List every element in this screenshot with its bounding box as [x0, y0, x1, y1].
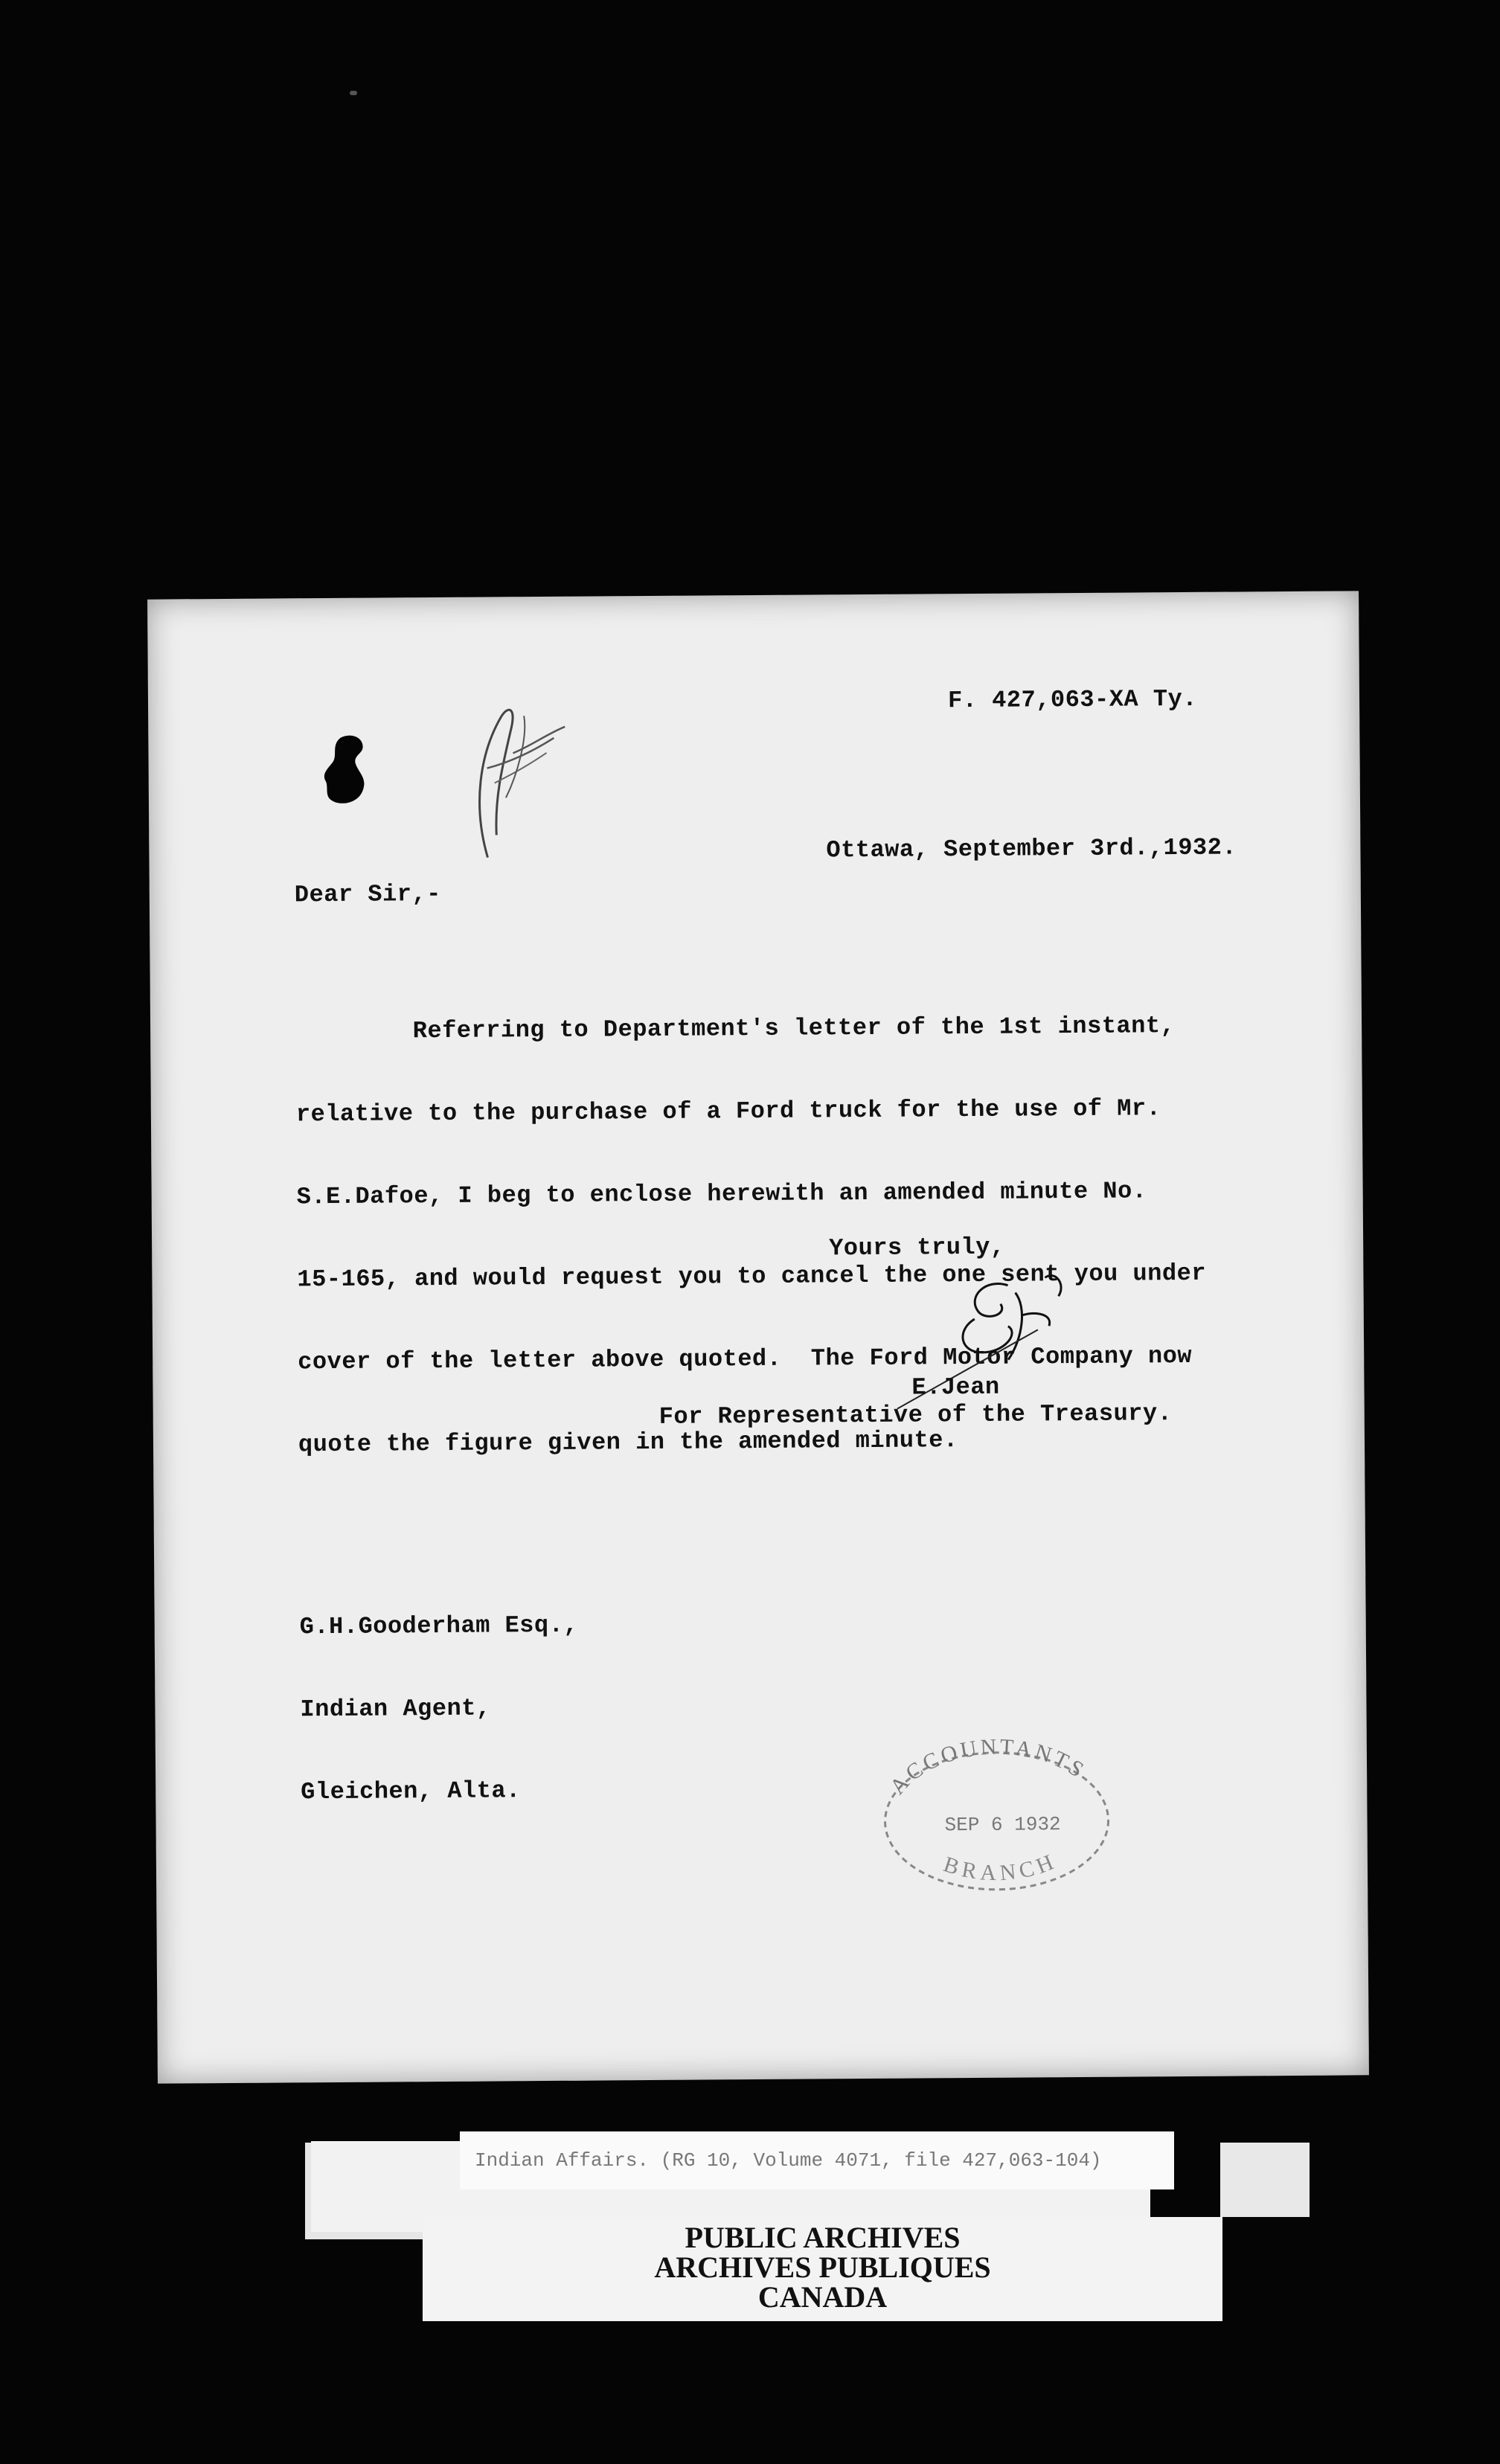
address-line: Indian Agent,: [300, 1694, 491, 1724]
film-speck: [350, 91, 357, 95]
stamp-top-text: ACCOUNTANTS: [885, 1734, 1091, 1800]
stamp-date: SEP 6 1932: [944, 1813, 1061, 1837]
svg-text:ACCOUNTANTS: [885, 1734, 1091, 1800]
address-line: G.H.Gooderham Esq.,: [299, 1611, 579, 1641]
body-line: relative to the purchase of a Ford truck for the use of Mr.: [295, 1094, 1161, 1129]
closing: Yours truly,: [829, 1233, 1005, 1263]
paper-clip-blot: [318, 732, 378, 815]
body-line: quote the figure given in the amended minute.: [298, 1426, 958, 1459]
address-line: Gleichen, Alta.: [301, 1777, 521, 1806]
recipient-address: [299, 1556, 580, 1861]
body-line: cover of the letter above quoted. The Ford Motor Company now: [298, 1341, 1193, 1376]
letter-page: [147, 591, 1369, 2083]
archives-label: [423, 2223, 1222, 2312]
archives-line: CANADA: [757, 2280, 888, 2314]
accountants-branch-stamp: [862, 1731, 1132, 1897]
archival-caption: Indian Affairs. (RG 10, Volume 4071, file 427,063-104): [460, 2131, 1174, 2189]
signer-title: For Representative of the Treasury.: [658, 1399, 1173, 1431]
archives-line: ARCHIVES PUBLIQUES: [654, 2250, 991, 2284]
archives-line: PUBLIC ARCHIVES: [685, 2221, 961, 2254]
body-line: Referring to Department's letter of the 1st instant,: [295, 1012, 1176, 1046]
body-line: S.E.Dafoe, I beg to enclose herewith an amended minute No.: [296, 1177, 1147, 1211]
svg-text:BRANCH: [940, 1848, 1061, 1886]
pencil-scrawl: [442, 686, 592, 865]
body-line: 15-165, and would request you to cancel the one sent you under: [297, 1259, 1207, 1294]
file-reference: F. 427,063-XA Ty.: [947, 684, 1198, 715]
stamp-bottom-text: BRANCH: [940, 1848, 1061, 1886]
salutation: Dear Sir,-: [294, 879, 441, 909]
date-line: Ottawa, September 3rd.,1932.: [826, 833, 1237, 864]
signer-name: E.Jean: [911, 1373, 1000, 1402]
label-backing-right: [1220, 2143, 1310, 2217]
